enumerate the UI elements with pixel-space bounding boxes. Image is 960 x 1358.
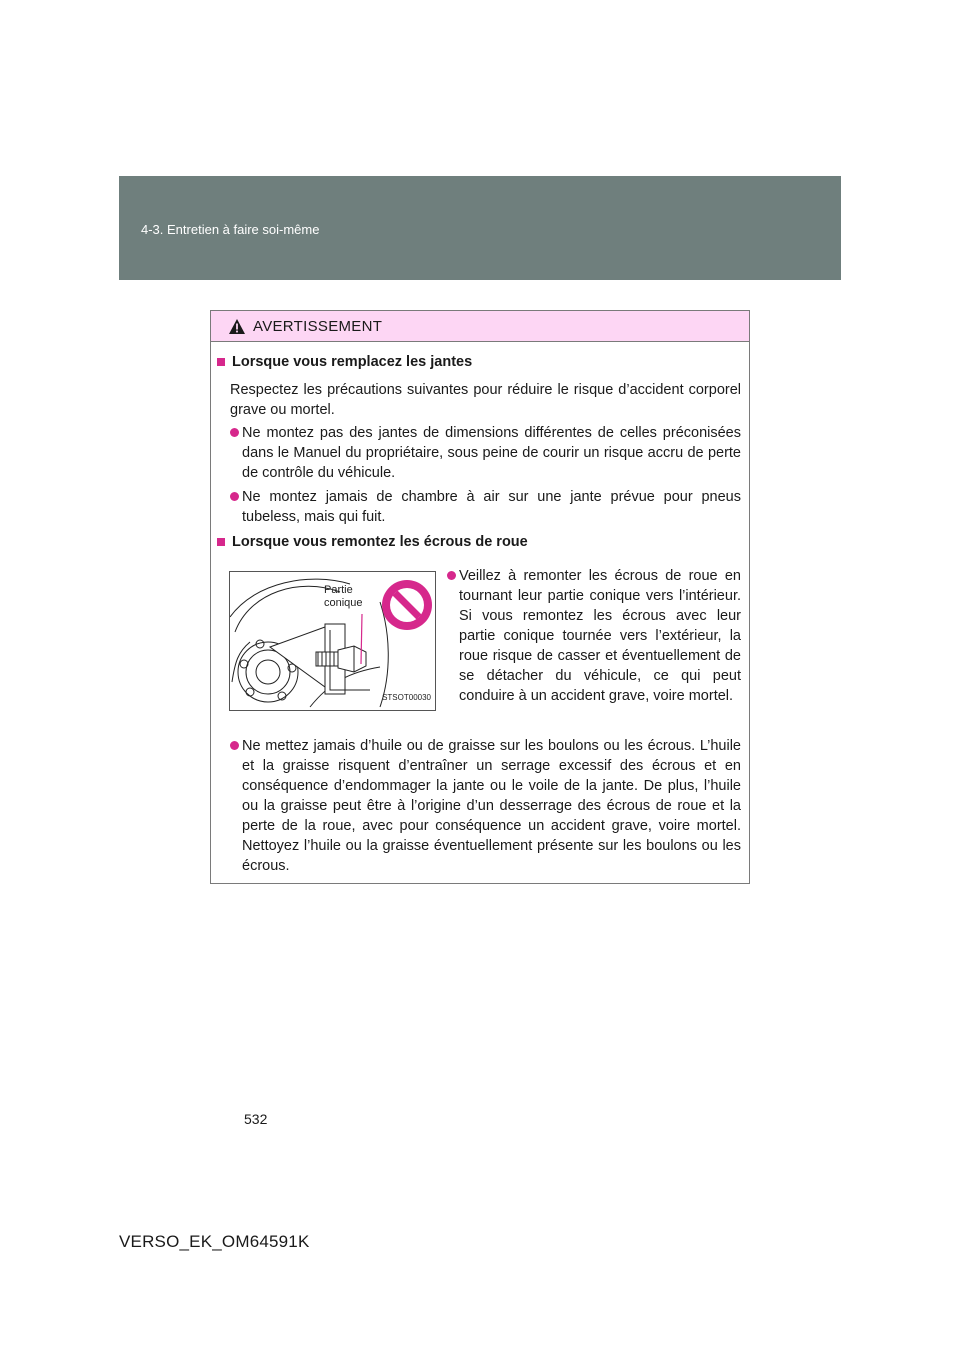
figure-label-line: Partie bbox=[324, 584, 353, 596]
bullet-text: Ne mettez jamais d’huile ou de graisse sur les boulons ou les écrous. L’huile et la graisse risquent d’entraîner un serrage excessif des écrous et en conséquence d’endommager la jante ou le voile de la jante. De plus, l’huile ou la graisse peut être à l’origine d’un desserrage des écrous de roue et la perte de la roue, avec pour conséquence un accident grave, voire mortel. Nettoyez l’huile ou la graisse éventuellement présente sur les boulons ou les écrous. bbox=[242, 738, 741, 874]
round-bullet-icon bbox=[230, 492, 239, 501]
warning-triangle-icon bbox=[229, 319, 245, 334]
round-bullet-icon bbox=[447, 571, 456, 580]
section-title: 4-3. Entretien à faire soi-même bbox=[141, 222, 320, 237]
figure-label bbox=[324, 584, 363, 610]
round-bullet-icon bbox=[230, 428, 239, 437]
figure-label-line: conique bbox=[324, 597, 363, 609]
section-heading-ecrous bbox=[217, 532, 528, 552]
intro-paragraph: Respectez les précautions suivantes pour réduire le risque d’accident corporel grave ou mortel. bbox=[230, 382, 741, 418]
heading-text: Lorsque vous remplacez les jantes bbox=[232, 354, 473, 370]
bullet-text: Ne montez pas des jantes de dimensions différentes de celles préconisées dans le Manuel du propriétaire, sous peine de courir un risque accru de perte de contrôle du véhicule. bbox=[242, 425, 741, 481]
square-bullet-icon bbox=[217, 358, 225, 366]
warning-title: AVERTISSEMENT bbox=[253, 317, 383, 335]
bullet-item bbox=[230, 423, 741, 483]
bullet-text: Veillez à remonter les écrous de roue en tournant leur partie conique vers l’intérieur. Si vous remontez les écrous avec leur partie conique tournée vers l’extérieur, la roue risque de casser et éventuellement de se détacher du véhicule, ce qui peut conduire à un accident grave, voire mortel. bbox=[459, 568, 741, 704]
bullet-text: Ne montez jamais de chambre à air sur une jante prévue pour pneus tubeless, mais qui fuit. bbox=[242, 489, 741, 525]
square-bullet-icon bbox=[217, 538, 225, 546]
warning-header bbox=[211, 311, 749, 342]
bullet-item bbox=[230, 736, 741, 876]
round-bullet-icon bbox=[230, 741, 239, 750]
warning-content bbox=[211, 342, 749, 883]
document-code: VERSO_EK_OM64591K bbox=[119, 1232, 310, 1251]
wheel-nut-illustration bbox=[229, 571, 436, 711]
figure-code: STSOT00030 bbox=[382, 693, 431, 702]
warning-box bbox=[210, 310, 750, 884]
section-header-band bbox=[119, 176, 841, 280]
heading-text: Lorsque vous remontez les écrous de roue bbox=[232, 534, 528, 550]
bullet-item bbox=[447, 566, 741, 706]
section-heading-jantes bbox=[217, 352, 472, 372]
page-number: 532 bbox=[244, 1111, 268, 1127]
bullet-item bbox=[230, 487, 741, 527]
